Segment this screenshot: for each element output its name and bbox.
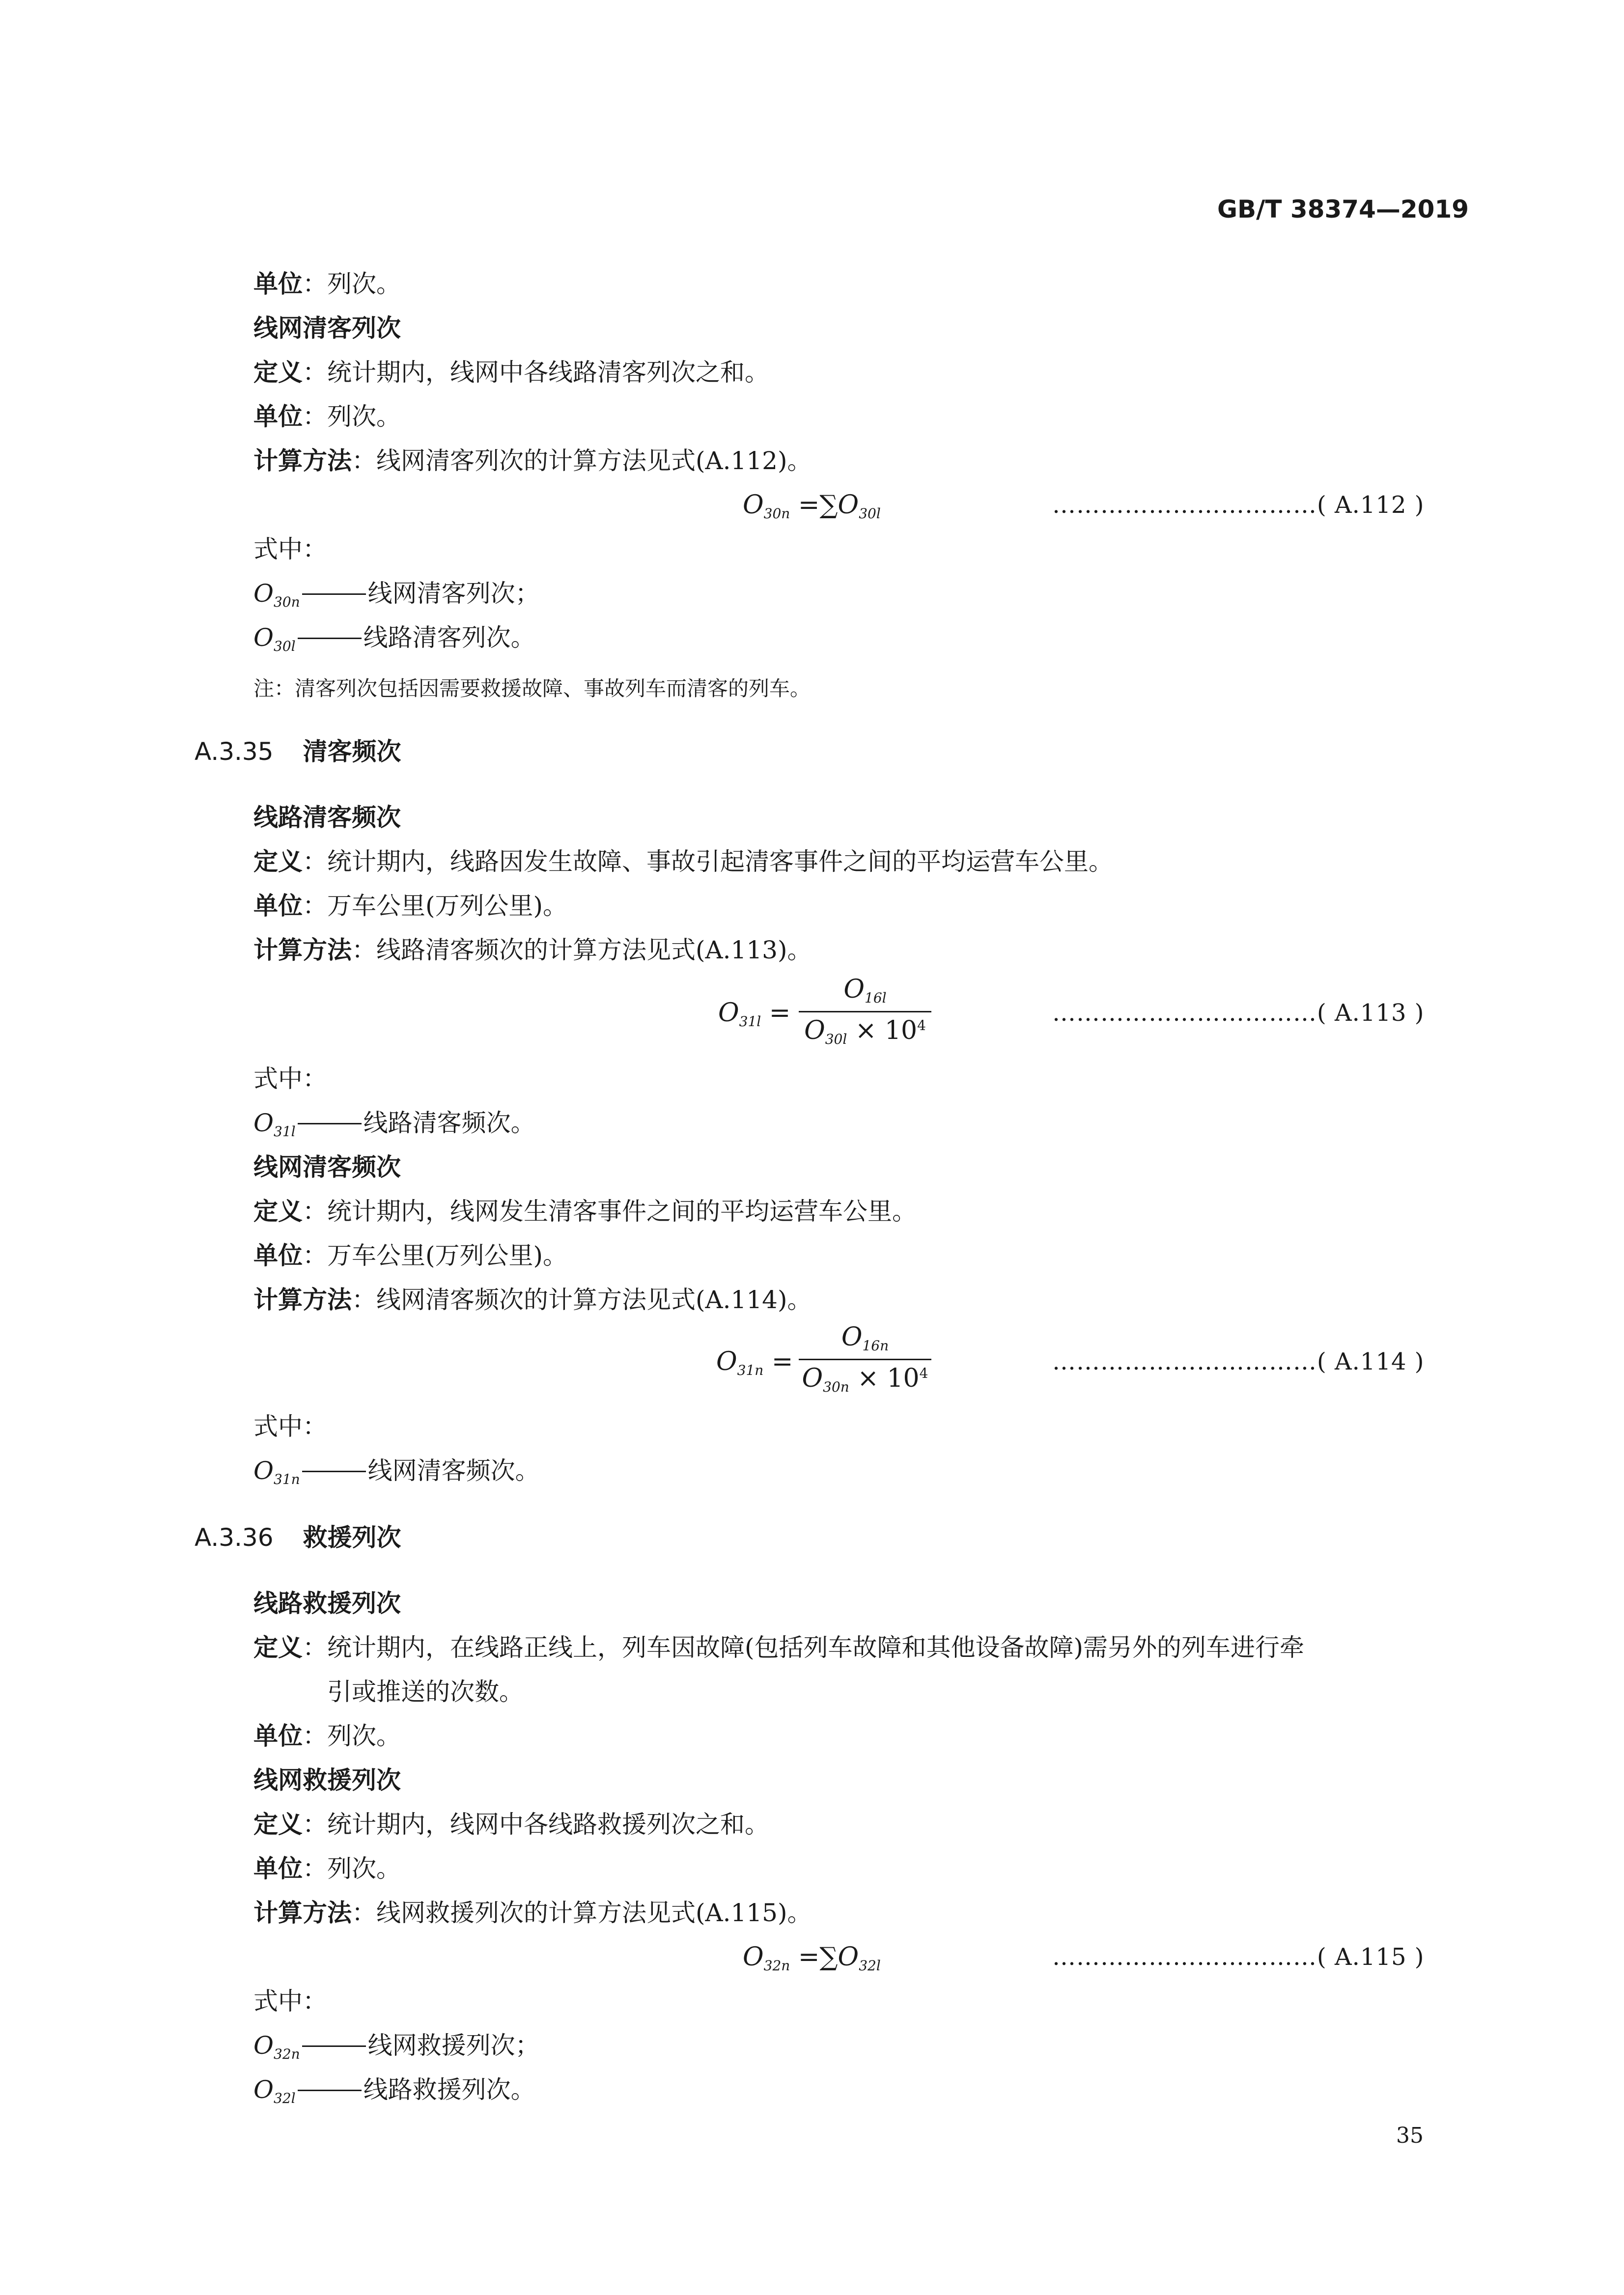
- note: 注：清客列次包括因需要救援故障、事故列车而清客的列车。: [253, 676, 811, 700]
- definition-line: 定义：统计期内，在线路正线上，列车因故障(包括列车故障和其他设备故障)需另外的列车进行牵: [253, 1633, 1305, 1662]
- method-line: 计算方法：线网救援列次的计算方法见式(A.115)。: [253, 1899, 812, 1927]
- where-label: 式中：: [253, 1064, 327, 1093]
- standard-number: GB/T 38374—2019: [1217, 195, 1469, 224]
- unit-line: 单位：万车公里(万列公里)。: [253, 1241, 568, 1270]
- unit-line: 单位：列次。: [253, 1722, 401, 1750]
- subheading: 线路清客频次: [253, 803, 401, 832]
- formula-a115: $O_{32n} =\sum O_{32l}$: [743, 1942, 881, 1974]
- equation-number: ……………………………( A.112 ): [1052, 491, 1425, 519]
- equation-number: ……………………………( A.115 ): [1052, 1943, 1425, 1971]
- equation-number: ……………………………( A.114 ): [1052, 1348, 1425, 1375]
- symbol-definition: $O_{32n}$ 线网救援列次；: [253, 2031, 540, 2062]
- page-number: 35: [1396, 2123, 1424, 2148]
- subheading: 线网清客频次: [253, 1153, 401, 1181]
- equation-number: ……………………………( A.113 ): [1052, 999, 1425, 1027]
- method-line: 计算方法：线网清客列次的计算方法见式(A.112)。: [253, 447, 812, 475]
- definition-line: 定义：统计期内，线网发生清客事件之间的平均运营车公里。: [253, 1197, 917, 1226]
- definition-line: 定义：统计期内，线网中各线路清客列次之和。: [253, 358, 769, 387]
- where-label: 式中：: [253, 1412, 327, 1441]
- symbol-definition: $O_{31l}$ 线路清客频次。: [253, 1109, 535, 1140]
- method-line: 计算方法：线路清客频次的计算方法见式(A.113)。: [253, 936, 812, 964]
- definition-line: 定义：统计期内，线网中各线路救援列次之和。: [253, 1810, 769, 1839]
- symbol-definition: $O_{30l}$ 线路清客列次。: [253, 623, 535, 654]
- section-heading: A.3.35 清客频次: [195, 737, 401, 766]
- where-label: 式中：: [253, 535, 327, 563]
- definition-continuation: 引或推送的次数。: [327, 1678, 524, 1706]
- unit-line: 单位：列次。: [253, 1854, 401, 1883]
- subheading: 线网清客列次: [253, 314, 401, 342]
- subheading: 线路救援列次: [253, 1589, 401, 1618]
- symbol-definition: $O_{31n}$ 线网清客频次。: [253, 1456, 540, 1487]
- definition-line: 定义：统计期内，线路因发生故障、事故引起清客事件之间的平均运营车公里。: [253, 847, 1113, 876]
- where-label: 式中：: [253, 1987, 327, 2015]
- subheading: 线网救援列次: [253, 1766, 401, 1794]
- unit-line: 单位：万车公里(万列公里)。: [253, 892, 568, 920]
- symbol-definition: $O_{32l}$ 线路救援列次。: [253, 2075, 535, 2106]
- unit-line: 单位：列次。: [253, 402, 401, 431]
- symbol-definition: $O_{30n}$ 线网清客列次；: [253, 579, 540, 610]
- unit-line: 单位：列次。: [253, 270, 401, 298]
- section-heading: A.3.36 救援列次: [195, 1523, 401, 1552]
- formula-a112: $O_{30n} =\sum O_{30l}$: [743, 490, 881, 522]
- method-line: 计算方法：线网清客频次的计算方法见式(A.114)。: [253, 1286, 812, 1314]
